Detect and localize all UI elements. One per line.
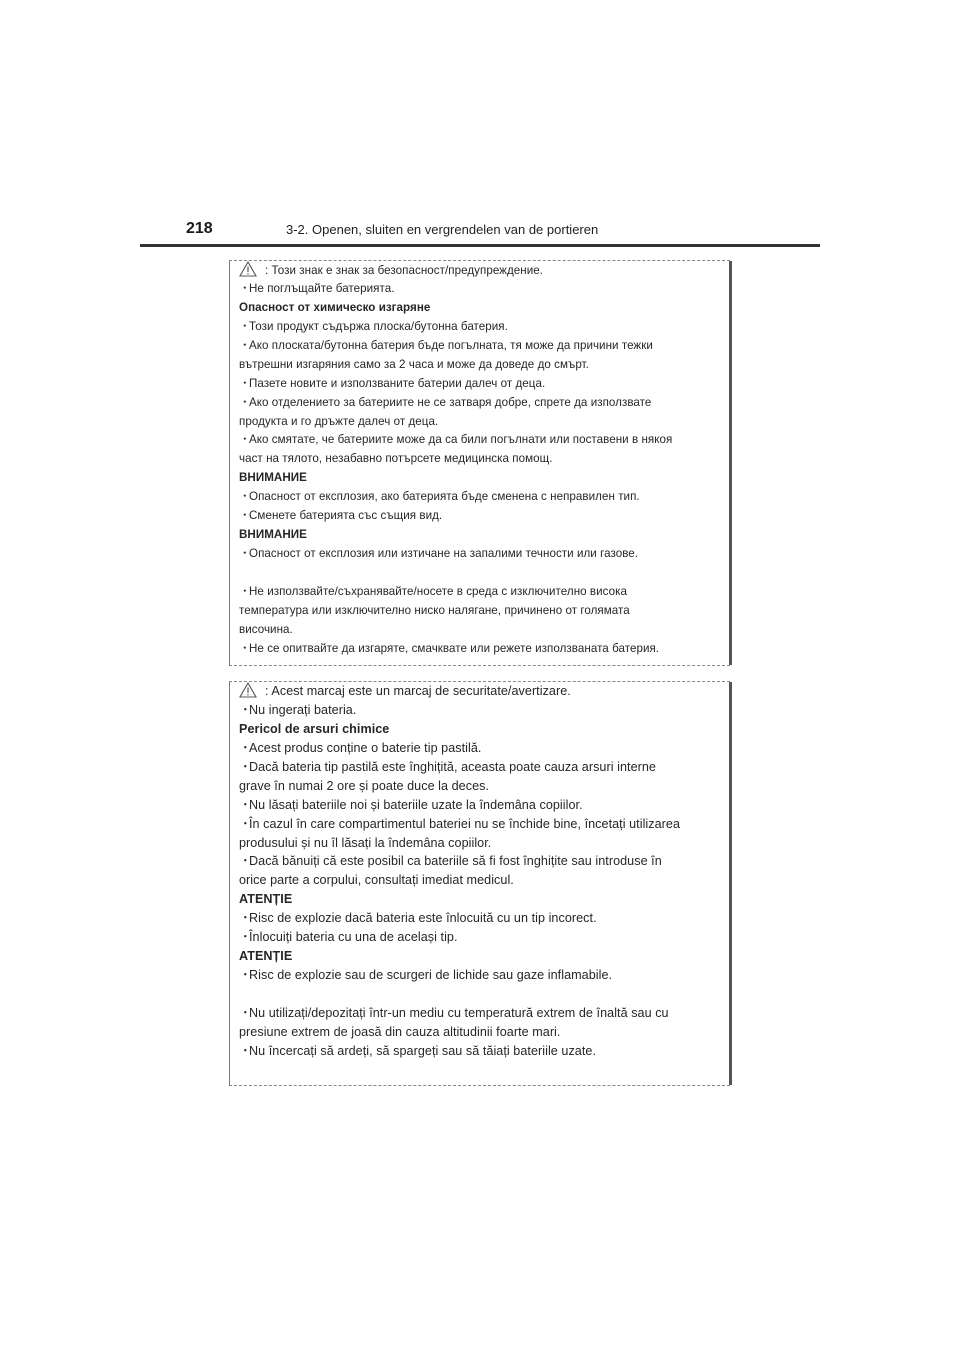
warning-line [239, 871, 729, 890]
line-text: Nu lăsați bateriile noi și bateriile uzate la îndemâna copiilor. [249, 797, 583, 812]
line-text: ATENȚIE [239, 949, 293, 964]
line-text: orice parte a corpului, consultați imediat medicul. [239, 873, 514, 888]
header-divider [140, 244, 820, 247]
line-text: grave în numai 2 ore și poate duce la deces. [239, 778, 490, 793]
warning-line [239, 682, 729, 701]
bullet-glyph: ・ [239, 509, 251, 523]
warning-heading [239, 526, 729, 545]
warning-line [239, 507, 729, 526]
bullet-glyph: ・ [239, 376, 251, 390]
line-text: Сменете батерията със същия вид. [249, 509, 443, 523]
bullet-glyph: ・ [239, 911, 252, 926]
warning-line [239, 701, 729, 720]
line-text: ВНИМАНИЕ [239, 528, 307, 542]
bullet-glyph: ・ [239, 1005, 252, 1020]
bullet-glyph: ・ [239, 338, 251, 352]
bullet-glyph: ・ [239, 547, 251, 561]
line-text: ATENȚIE [239, 892, 293, 907]
bullet-glyph: ・ [239, 702, 252, 717]
bullet-glyph: ・ [239, 281, 251, 295]
line-text: Не използвайте/съхранявайте/носете в среда с изключително висока [249, 584, 628, 598]
warning-line [239, 815, 729, 834]
line-text: Ако отделението за батериите не се затваря добре, спрете да използвате [249, 395, 652, 409]
warning-triangle-icon [239, 682, 257, 698]
line-text: : Acest marcaj este un marcaj de securitate/avertizare. [265, 684, 571, 698]
warning-line [239, 621, 729, 640]
warning-line [239, 488, 729, 507]
warning-line [239, 413, 729, 432]
bullet-glyph: ・ [239, 854, 252, 869]
warning-line [239, 583, 729, 602]
line-text: Този продукт съдържа плоска/бутонна батерия. [249, 319, 508, 333]
page-number: 218 [186, 220, 213, 237]
warning-line [239, 1023, 729, 1042]
line-text: Ако смятате, че батериите може да са били погълнати или поставени в някоя [249, 433, 673, 447]
line-text: Dacă bateria tip pastilă este înghițită, aceasta poate cauza arsuri interne [249, 759, 656, 774]
warning-line [239, 909, 729, 928]
warning-line [239, 928, 729, 947]
bullet-glyph: ・ [239, 740, 252, 755]
warning-heading [239, 299, 729, 318]
bullet-glyph: ・ [239, 433, 251, 447]
warning-line [239, 375, 729, 394]
line-text: температура или изключително ниско налягане, причинено от голямата [239, 603, 630, 617]
warning-line [239, 280, 729, 299]
warning-line [239, 602, 729, 621]
bullet-glyph: ・ [239, 584, 251, 598]
warning-line [239, 739, 729, 758]
blank-line [239, 985, 729, 1004]
line-text: produsului și nu îl lăsați la îndemâna copiilor. [239, 835, 492, 850]
line-text: Опасност от експлозия, ако батерията бъде сменена с неправилен тип. [249, 490, 640, 504]
line-text: Dacă bănuiți că este posibil ca bateriile să fi fost înghițite sau introduse în [249, 854, 662, 869]
warning-line [239, 545, 729, 564]
line-text: Nu utilizați/depozitați într-un mediu cu temperatură extrem de înaltă sau cu [249, 1005, 669, 1020]
warning-heading [239, 469, 729, 488]
warning-box-bulgarian [229, 260, 730, 666]
warning-heading [239, 890, 729, 909]
warning-line [239, 337, 729, 356]
page-header [140, 219, 820, 245]
line-text: Pericol de arsuri chimice [239, 721, 390, 736]
line-text: Înlocuiți bateria cu una de același tip. [249, 930, 458, 945]
warning-line [239, 318, 729, 337]
warning-heading [239, 947, 729, 966]
line-text: Ако плоската/бутонна батерия бъде погълната, тя може да причини тежки [249, 338, 653, 352]
line-text: Не се опитвайте да изгаряте, смачквате или режете използваната батерия. [249, 641, 660, 655]
warning-line [239, 1004, 729, 1023]
line-text: Не поглъщайте батерията. [249, 281, 395, 295]
line-text: ВНИМАНИЕ [239, 471, 307, 485]
bullet-glyph: ・ [239, 797, 252, 812]
line-text: вътрешни изгаряния само за 2 часа и може да доведе до смърт. [239, 357, 589, 371]
warning-line [239, 852, 729, 871]
warning-line [239, 356, 729, 375]
warning-line [239, 758, 729, 777]
section-title: 3-2. Openen, sluiten en vergrendelen van de portieren [286, 222, 599, 237]
bullet-glyph: ・ [239, 930, 252, 945]
warning-line [239, 796, 729, 815]
bullet-glyph: ・ [239, 1043, 252, 1058]
bullet-glyph: ・ [239, 816, 252, 831]
warning-heading [239, 720, 729, 739]
line-text: Пазете новите и използваните батерии далеч от деца. [249, 376, 546, 390]
line-text: Risc de explozie sau de scurgeri de lichide sau gaze inflamabile. [249, 968, 613, 983]
line-text: : Този знак е знак за безопасност/предупреждение. [265, 264, 544, 277]
warning-box-romanian [229, 681, 730, 1086]
warning-line [239, 261, 729, 280]
warning-triangle-icon [239, 261, 257, 277]
warning-line [239, 777, 729, 796]
line-text: În cazul în care compartimentul bateriei nu se închide bine, încetați utilizarea [249, 816, 681, 831]
warning-line [239, 640, 729, 659]
bullet-glyph: ・ [239, 968, 252, 983]
bullet-glyph: ・ [239, 759, 252, 774]
line-text: Nu ingerați bateria. [249, 702, 357, 717]
warning-line [239, 1042, 729, 1061]
warning-line [239, 450, 729, 469]
line-text: Опасност от експлозия или изтичане на запалими течности или газове. [249, 547, 639, 561]
bullet-glyph: ・ [239, 490, 251, 504]
line-text: част на тялото, незабавно потърсете медицинска помощ. [239, 452, 553, 466]
warning-line [239, 394, 729, 413]
bullet-glyph: ・ [239, 641, 251, 655]
bullet-glyph: ・ [239, 395, 251, 409]
line-text: Acest produs conține o baterie tip pastilă. [249, 740, 482, 755]
line-text: продукта и го дръжте далеч от деца. [239, 414, 439, 428]
line-text: Risc de explozie dacă bateria este înlocuită cu un tip incorect. [249, 911, 597, 926]
line-text: височина. [239, 622, 293, 636]
warning-line [239, 966, 729, 985]
line-text: Nu încercați să ardeți, să spargeți sau să tăiați bateriile uzate. [249, 1043, 597, 1058]
blank-line [239, 564, 729, 583]
bullet-glyph: ・ [239, 319, 251, 333]
warning-line [239, 834, 729, 853]
warning-line [239, 431, 729, 450]
line-text: Опасност от химическо изгаряне [239, 300, 431, 314]
line-text: presiune extrem de joasă din cauza altitudinii foarte mari. [239, 1024, 561, 1039]
